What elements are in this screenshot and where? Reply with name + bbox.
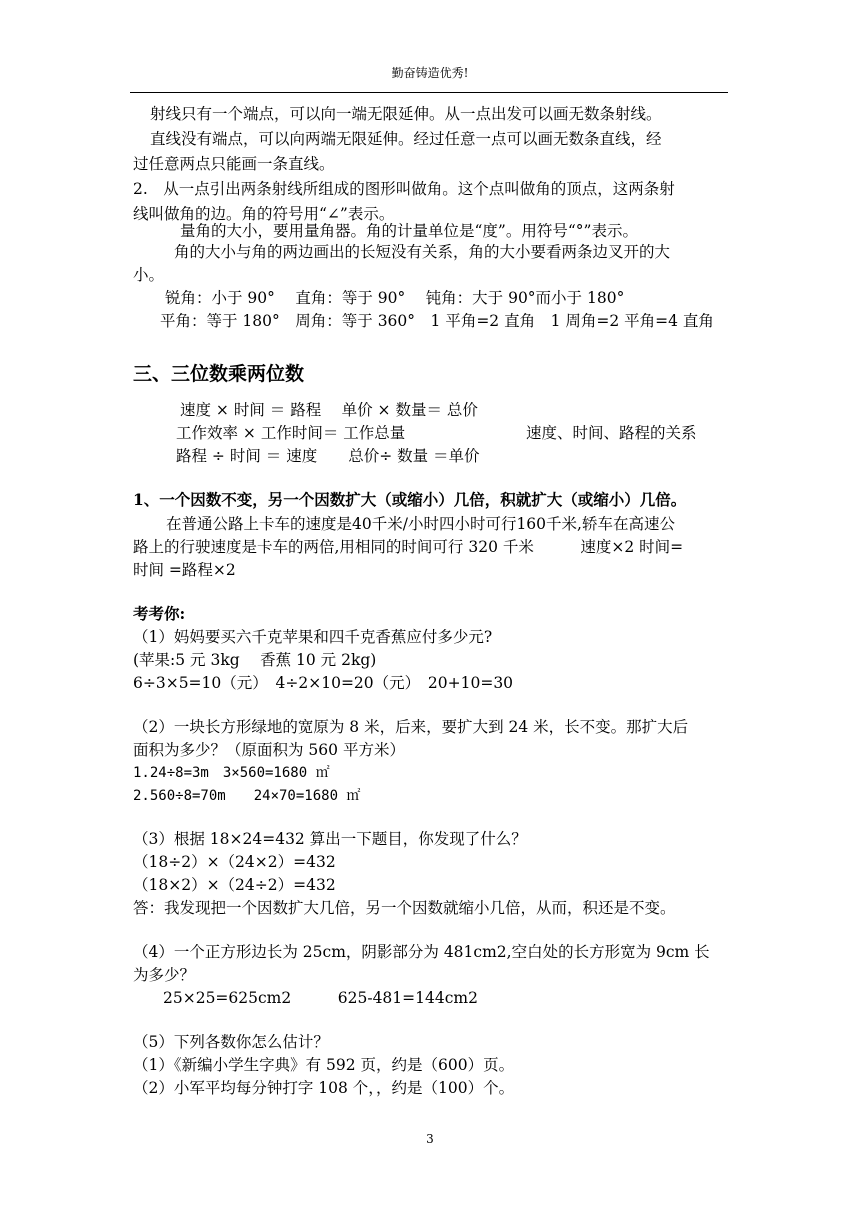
text-line: 在普通公路上卡车的速度是40千米/小时四小时可行160千米,轿车在高速公 — [166, 515, 675, 533]
question-line: 为多少？ — [133, 966, 196, 984]
text-line: 射线只有一个端点，可以向一端无限延伸。从一点出发可以画无数条射线。 — [150, 105, 662, 123]
page-number: 3 — [426, 1132, 434, 1146]
text-line: 小。 — [133, 266, 165, 284]
text-line: 量角的大小，要用量角器。角的计量单位是“度”。用符号“°”表示。 — [180, 222, 638, 240]
page-header: 勤奋铸造优秀! — [391, 66, 469, 80]
section-heading: 三、三位数乘两位数 — [133, 363, 305, 385]
answer-line: （1）《新编小学生字典》有 592 页，约是（600）页。 — [133, 1056, 515, 1074]
answer-line: （18×2）×（24÷2）=432 — [133, 876, 336, 894]
formula-line: 速度 × 时间 ＝ 路程 单价 × 数量＝ 总价 — [180, 401, 478, 419]
test-heading: 考考你: — [133, 604, 186, 623]
formula-line: 路程 ÷ 时间 ＝ 速度 总价÷ 数量 ＝单价 — [176, 447, 480, 465]
text-line: 路上的行驶速度是卡车的两倍,用相同的时间可行 320 千米 速度×2 时间= — [133, 538, 684, 556]
answer-line: （18÷2）×（24×2）=432 — [133, 853, 336, 871]
text-line: 平角：等于 180° 周角：等于 360° 1 平角=2 直角 1 周角=2 平角=4 直角 — [160, 312, 714, 330]
text-line: 线叫做角的边。角的符号用“∠”表示。 — [133, 205, 395, 223]
text-line: 角的大小与角的两边画出的长短没有关系，角的大小要看两条边叉开的大 — [174, 243, 671, 261]
question-line: 面积为多少？（原面积为 560 平方米） — [133, 741, 405, 759]
text-line: 锐角：小于 90° 直角：等于 90° 钝角：大于 90°而小于 180° — [165, 289, 625, 307]
question-line: (苹果:5 元 3kg 香蕉 10 元 2kg) — [133, 651, 377, 669]
question-line: （4）一个正方形边长为 25cm，阴影部分为 481cm2,空白处的长方形宽为 9cm 长 — [133, 943, 710, 961]
text-line: 过任意两点只能画一条直线。 — [133, 155, 335, 173]
answer-line: 2.560÷8=70m 24×70=1680 ㎡ — [133, 788, 361, 804]
rule-heading: 1、一个因数不变，另一个因数扩大（或缩小）几倍，积就扩大（或缩小）几倍。 — [133, 490, 687, 509]
header-rule — [130, 92, 728, 93]
question-line: （2）一块长方形绿地的宽原为 8 米，后来，要扩大到 24 米，长不变。那扩大后 — [133, 718, 689, 736]
answer-line: 25×25=625cm2 625-481=144cm2 — [163, 989, 478, 1007]
formula-note: 速度、时间、路程的关系 — [526, 424, 697, 442]
answer-line: 1.24÷8=3m 3×560=1680 ㎡ — [133, 765, 330, 781]
text-line: 时间 =路程×2 — [133, 561, 236, 579]
text-line: 2. 从一点引出两条射线所组成的图形叫做角。这个点叫做角的顶点，这两条射 — [133, 180, 675, 198]
answer-line: 答：我发现把一个因数扩大几倍，另一个因数就缩小几倍，从而，积还是不变。 — [133, 899, 676, 917]
answer-line: （2）小军平均每分钟打字 108 个，，约是（100）个。 — [133, 1079, 515, 1097]
answer-line: 6÷3×5=10（元） 4÷2×10=20（元） 20+10=30 — [133, 674, 514, 692]
question-line: （1）妈妈要买六千克苹果和四千克香蕉应付多少元? — [133, 628, 493, 646]
question-line: （5）下列各数你怎么估计？ — [133, 1033, 329, 1051]
question-line: （3）根据 18×24=432 算出一下题目，你发现了什么？ — [133, 830, 527, 848]
text-line: 直线没有端点，可以向两端无限延伸。经过任意一点可以画无数条直线，经 — [150, 130, 662, 148]
formula-line: 工作效率 × 工作时间＝ 工作总量 — [176, 424, 406, 442]
